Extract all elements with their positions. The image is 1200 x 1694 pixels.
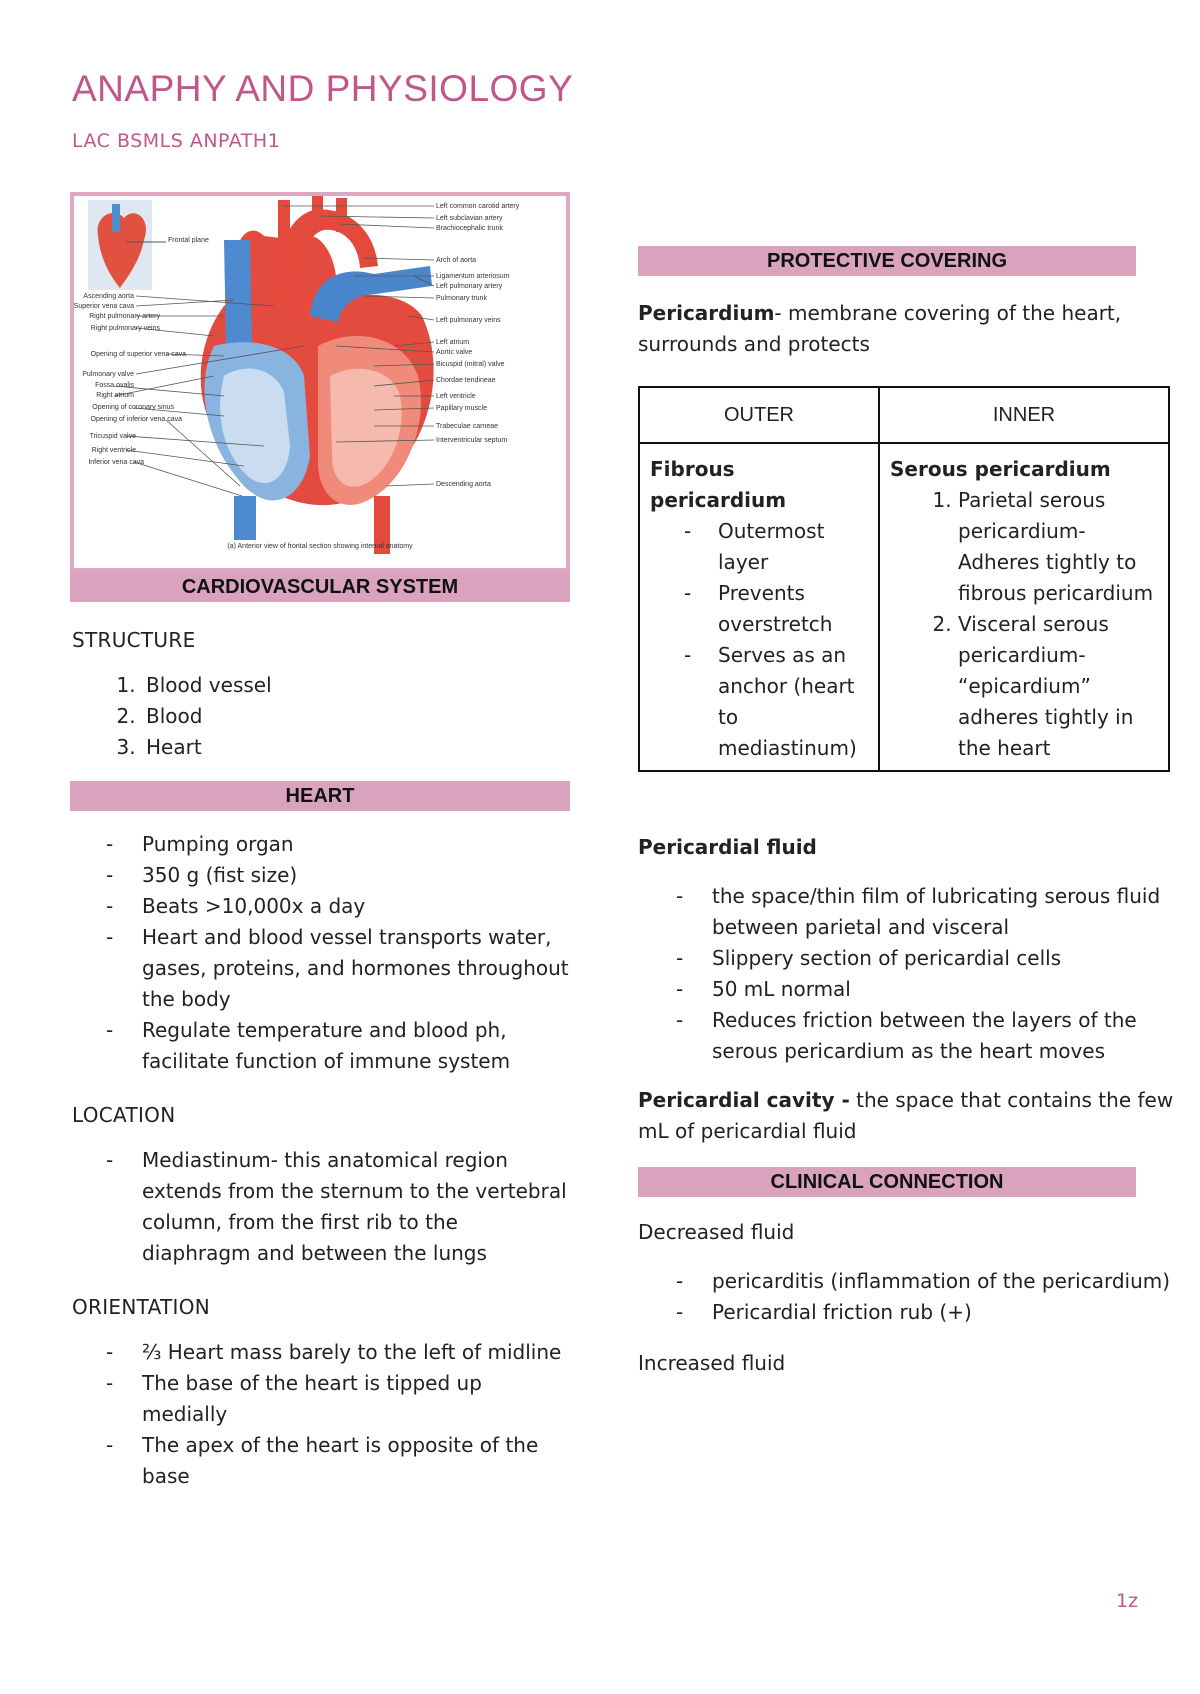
diagram-label: Left common carotid artery <box>436 203 520 210</box>
figure-caption-band: CARDIOVASCULAR SYSTEM <box>70 572 570 602</box>
list-item: 3. Heart <box>142 732 570 763</box>
table-cell-inner <box>879 443 1169 771</box>
list-item: - Serves as an anchor (heart to mediastinum) <box>718 640 870 764</box>
inner-list <box>890 485 1160 764</box>
list-item: - Heart and blood vessel transports water, gases, proteins, and hormones throughout the body <box>142 922 570 1015</box>
pericardial-cavity-text: the space that contains the few mL of pericardial fluid <box>638 1088 1174 1143</box>
diagram-label: Arch of aorta <box>436 257 477 264</box>
diagram-label: Left ventricle <box>436 393 476 400</box>
fibrous-pericardium-title: Fibrous pericardium <box>650 457 787 512</box>
location-heading: LOCATION <box>72 1103 176 1127</box>
diagram-label: Opening of superior vena cava <box>90 351 186 358</box>
diagram-label: Opening of inferior vena cava <box>90 416 182 423</box>
increased-fluid-heading: Increased fluid <box>638 1351 786 1375</box>
diagram-label: Ligamentum arteriosum <box>436 273 510 280</box>
diagram-label: Pulmonary valve <box>82 371 134 378</box>
heart-band: HEART <box>70 781 570 811</box>
diagram-label: Right pulmonary veins <box>90 325 160 332</box>
left-labels <box>74 293 186 466</box>
diagram-label: Interventricular septum <box>436 437 508 444</box>
diagram-label: Trabeculae carneae <box>436 423 499 430</box>
list-item: - Pericardial friction rub (+) <box>712 1297 1178 1328</box>
pericardial-fluid-heading: Pericardial fluid <box>638 835 817 859</box>
clinical-connection-band: CLINICAL CONNECTION <box>638 1167 1136 1197</box>
diagram-label: Superior vena cava <box>74 303 134 310</box>
pericardium-definition <box>638 298 1178 360</box>
serous-pericardium-title: Serous pericardium <box>890 457 1111 481</box>
list-item: - Slippery section of pericardial cells <box>712 943 1178 974</box>
list-item: - 350 g (fist size) <box>142 860 570 891</box>
right-column <box>638 246 1178 1379</box>
list-item: - Regulate temperature and blood ph, facilitate function of immune system <box>142 1015 570 1077</box>
diagram-label: Fossa ovalis <box>95 382 134 389</box>
list-item: 1. Blood vessel <box>142 670 570 701</box>
diagram-label: Left subclavian artery <box>436 215 503 222</box>
diagram-label: Bicuspid (mitral) valve <box>436 361 505 368</box>
heart-list <box>70 829 570 1077</box>
list-item: - ⅔ Heart mass barely to the left of midline <box>142 1337 570 1368</box>
diagram-label: Tricuspid valve <box>89 433 136 440</box>
diagram-label: Left pulmonary artery <box>436 283 503 290</box>
diagram-label: Ascending aorta <box>83 293 134 300</box>
pericardial-cavity-term: Pericardial cavity - <box>638 1088 850 1112</box>
pericardium-term: Pericardium <box>638 301 775 325</box>
page-subtitle: LAC BSMLS ANPATH1 <box>72 130 281 152</box>
list-item: 2. Blood <box>142 701 570 732</box>
orientation-list <box>70 1337 570 1492</box>
decreased-fluid-list <box>638 1266 1178 1328</box>
diagram-label: Chordae tendineae <box>436 377 496 384</box>
list-item: 2. Visceral serous pericardium- “epicardium” adheres tightly in the heart <box>958 609 1160 764</box>
pericardium-table <box>638 386 1170 772</box>
pericardial-cavity-definition <box>638 1085 1178 1147</box>
pericardial-fluid-list <box>638 881 1178 1067</box>
list-item: - Pumping organ <box>142 829 570 860</box>
list-item: - pericarditis (inflammation of the pericardium) <box>712 1266 1178 1297</box>
diagram-label: Descending aorta <box>436 481 491 488</box>
list-item: - 50 mL normal <box>712 974 1178 1005</box>
list-item: - The base of the heart is tipped up medially <box>142 1368 570 1430</box>
left-column <box>70 192 570 1492</box>
figure-caption: (a) Anterior view of frontal section showing internal anatomy <box>227 543 413 550</box>
diagram-label: Right ventricle <box>91 447 136 454</box>
diagram-label: Right pulmonary artery <box>89 313 160 320</box>
diagram-label: Left pulmonary veins <box>436 317 501 324</box>
list-item: - Prevents overstretch <box>718 578 870 640</box>
list-item: - the space/thin film of lubricating serous fluid between parietal and visceral <box>712 881 1178 943</box>
diagram-label: Opening of coronary sinus <box>92 404 174 411</box>
diagram-label: Brachiocephalic trunk <box>436 225 503 232</box>
list-item: - Outermost layer <box>718 516 870 578</box>
list-item: 1. Parietal serous pericardium- Adheres tightly to fibrous pericardium <box>958 485 1160 609</box>
inferior-vena-cava <box>234 496 256 540</box>
structure-list <box>70 670 570 763</box>
outer-list <box>650 516 870 764</box>
decreased-fluid-heading: Decreased fluid <box>638 1220 795 1244</box>
diagram-label: Papillary muscle <box>436 405 487 412</box>
diagram-label: Pulmonary trunk <box>436 295 487 302</box>
list-item: - The apex of the heart is opposite of the base <box>142 1430 570 1492</box>
diagram-label: Left atrium <box>436 339 470 346</box>
table-header-inner: INNER <box>879 387 1169 443</box>
table-header-outer: OUTER <box>639 387 879 443</box>
structure-heading: STRUCTURE <box>72 628 196 652</box>
list-item: - Mediastinum- this anatomical region extends from the sternum to the vertebral column, from the first rib to the diaphragm and between the lungs <box>142 1145 570 1269</box>
heart-anatomy-illustration <box>74 196 566 568</box>
table-cell-outer <box>639 443 879 771</box>
superior-vena-cava <box>224 240 252 346</box>
diagram-label: Right atrium <box>96 392 134 399</box>
page-number: 1z <box>1116 1590 1139 1612</box>
list-item: - Reduces friction between the layers of the serous pericardium as the heart moves <box>712 1005 1178 1067</box>
inset-label: Frontal plane <box>168 237 209 244</box>
pericardium-text: - membrane covering of the heart, surrounds and protects <box>638 301 1122 356</box>
diagram-label: Inferior vena cava <box>88 459 144 466</box>
location-list <box>70 1145 570 1269</box>
diagram-label: Aortic valve <box>436 349 473 356</box>
right-labels <box>436 203 520 488</box>
page-title: ANAPHY AND PHYSIOLOGY <box>72 68 574 109</box>
orientation-heading: ORIENTATION <box>72 1295 211 1319</box>
list-item: - Beats >10,000x a day <box>142 891 570 922</box>
heart-diagram-figure <box>70 192 570 572</box>
protective-covering-band: PROTECTIVE COVERING <box>638 246 1136 276</box>
